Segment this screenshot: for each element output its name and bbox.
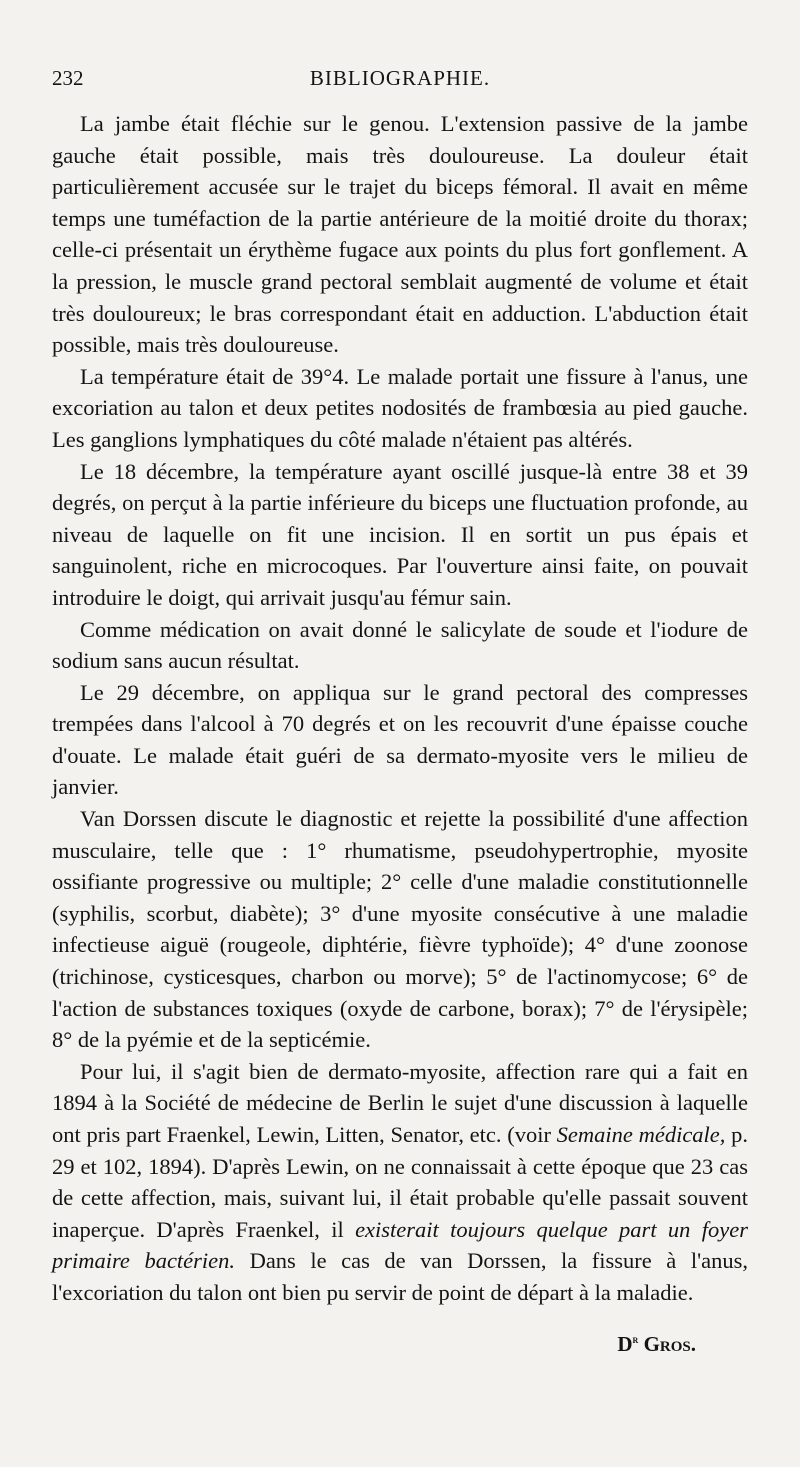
text-run: Pour lui, il s'agit bien de dermato-myosite, affection rare qui a fait en 1894 à la Société de médecine de Berlin le sujet d'une discussion à laquelle ont pris part Fraenkel, Lewin, Litten, Senator, etc. (voir bbox=[52, 1058, 748, 1147]
paragraph: Le 29 décembre, on appliqua sur le grand pectoral des compresses trempées dans l'alcool à 70 degrés et on les recouvrit d'une épaisse couche d'ouate. Le malade était guéri de sa dermato-myosite vers le milieu de janvier. bbox=[52, 679, 748, 800]
text-run: p. 29 et 102, 1894). D'après Lewin, on ne connaissait à cette époque que 23 cas de cette affection, mais, suivant lui, il était probable qu'elle passait souvent inaperçue. D'après Fraenkel, il bbox=[52, 1122, 748, 1242]
italic-citation: Semaine médicale, bbox=[556, 1122, 726, 1147]
body-text bbox=[52, 108, 748, 1309]
running-head: BIBLIOGRAPHIE. bbox=[309, 66, 491, 90]
signature-superscript: r bbox=[632, 1332, 639, 1346]
text-run: Dans le cas de van Dorssen, la fissure à l'anus, l'excoriation du talon ont bien pu servir de point de départ à la maladie. bbox=[52, 1248, 748, 1305]
paragraph: Comme médication on avait donné le salicylate de soude et l'iodure de sodium sans aucun résultat. bbox=[52, 616, 748, 674]
italic-quote: existerait toujours quelque part un foyer primaire bactérien. bbox=[52, 1216, 748, 1274]
signature-prefix: D bbox=[617, 1332, 633, 1356]
paragraph: La jambe était fléchie sur le genou. L'extension passive de la jambe gauche était possible, mais très douloureuse. La douleur était particulièrement accusée sur le trajet du biceps fémoral. Il avait en même temps une tuméfaction de la partie antérieure de la moitié droite du thorax; celle-ci présentait un érythème fugace aux points du plus fort gonflement. A la pression, le muscle grand pectoral semblait augmenté de volume et était très douloureux; le bras correspondant était en adduction. L'abduction était possible, mais très douloureuse. bbox=[52, 111, 748, 358]
signature-name: Gros. bbox=[643, 1332, 696, 1356]
page-header bbox=[52, 66, 748, 100]
paragraph: Van Dorssen discute le diagnostic et rejette la possibilité d'une affection musculaire, telle que : 1° rhumatisme, pseudohypertrophie, myosite ossifiante progressive ou multiple; 2° celle d'une maladie constitutionnelle (syphilis, scorbut, diabète); 3° d'une myosite consécutive à une maladie infectieuse aiguë (rougeole, diphtérie, fièvre typhoïde); 4° d'une zoonose (trichinose, cysticesques, charbon ou morve); 5° de l'actinomycose; 6° de l'action de substances toxiques (oxyde de carbone, borax); 7° de l'érysipèle; 8° de la pyémie et de la septicémie. bbox=[52, 806, 748, 1053]
page-number: 232 bbox=[52, 66, 84, 90]
paragraph: Le 18 décembre, la température ayant oscillé jusque-là entre 38 et 39 degrés, on perçut à la partie inférieure du biceps une fluctuation profonde, au niveau de laquelle on fit une incision. Il en sortit un pus épais et sanguinolent, riche en microcoques. Par l'ouverture ainsi faite, on pouvait introduire le doigt, qui arrivait jusqu'au fémur sain. bbox=[52, 458, 748, 610]
final-paragraph bbox=[52, 1056, 748, 1309]
paragraph: La température était de 39°4. Le malade portait une fissure à l'anus, une excoriation au talon et deux petites nodosités de frambœsia au pied gauche. Les ganglions lymphatiques du côté malade n'étaient pas altérés. bbox=[52, 363, 748, 452]
author-signature bbox=[617, 1332, 696, 1357]
